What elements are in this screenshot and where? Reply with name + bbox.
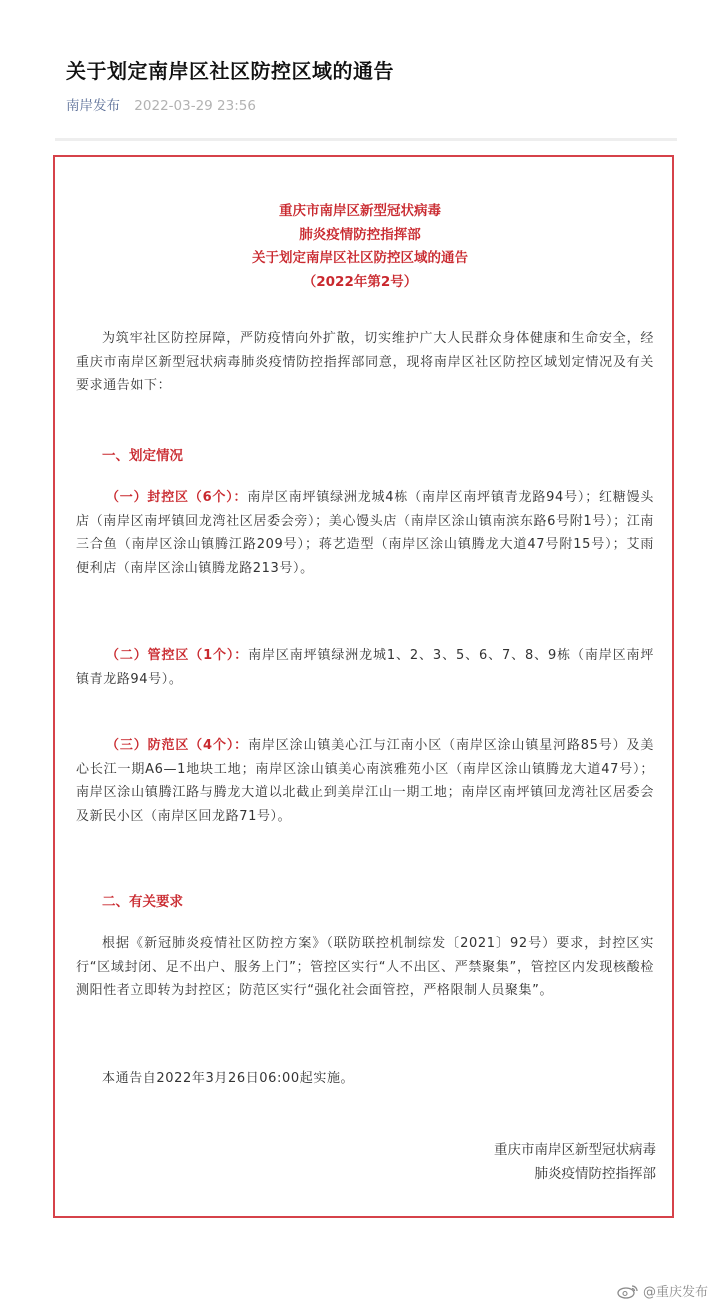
zone3-paragraph bbox=[76, 734, 654, 828]
article-meta bbox=[66, 94, 256, 114]
notice-header-line: 肺炎疫情防控指挥部 bbox=[299, 226, 421, 243]
watermark-text: @重庆发布 bbox=[642, 1285, 708, 1300]
requirements-paragraph: 根据《新冠肺炎疫情社区防控方案》（联防联控机制综发〔2021〕92号）要求，封控区实行“区域封闭、足不出户、服务上门”；管控区实行“人不出区、严禁聚集”，管控区内发现核酸检测阳性者立即转为封控区；防范区实行“强化社会面管控，严格限制人员聚集”。 bbox=[76, 936, 654, 998]
source-link[interactable]: 南岸发布 bbox=[66, 98, 120, 114]
effective-date: 本通告自2022年3月26日06:00起实施。 bbox=[102, 1071, 355, 1086]
article-title: 关于划定南岸区社区防控区域的通告 bbox=[66, 59, 394, 83]
publish-time: 2022-03-29 23:56 bbox=[134, 98, 256, 114]
signature bbox=[494, 1138, 656, 1186]
notice-number: （2022年第2号） bbox=[302, 273, 418, 290]
zone3-label: （三）防范区（4个）： bbox=[106, 738, 249, 753]
weibo-icon bbox=[617, 1283, 639, 1299]
notice-header-line: 关于划定南岸区社区防控区域的通告 bbox=[252, 250, 468, 266]
zone2-label: （二）管控区（1个）： bbox=[106, 648, 249, 663]
intro-paragraph: 为筑牢社区防控屏障，严防疫情向外扩散，切实维护广大人民群众身体健康和生命安全，经重庆市南岸区新型冠状病毒肺炎疫情防控指挥部同意，现将南岸区社区防控区域划定情况及有关要求通告如下： bbox=[76, 331, 654, 393]
signature-line: 重庆市南岸区新型冠状病毒 bbox=[494, 1142, 656, 1158]
zone1-paragraph bbox=[76, 486, 654, 580]
zone1-label: （一）封控区（6个）： bbox=[106, 490, 248, 505]
header-divider bbox=[55, 138, 677, 141]
zone2-text: 南岸区南坪镇绿洲龙城1、2、3、5、6、7、8、9栋（南岸区南坪镇青龙路94号）。 bbox=[76, 648, 654, 687]
signature-line: 肺炎疫情防控指挥部 bbox=[534, 1166, 656, 1182]
zone1-text: 南岸区南坪镇绿洲龙城4栋（南岸区南坪镇青龙路94号）；红糖馒头店（南岸区南坪镇回龙湾社区居委会旁）；美心馒头店（南岸区涂山镇南滨东路6号附1号）；江南三合鱼（南岸区涂山镇腾江路209号）；蒋艺造型（南岸区涂山镇腾龙大道47号附15号）；艾雨便利店（南岸区涂山镇腾龙路213号）。 bbox=[76, 490, 654, 576]
watermark bbox=[617, 1281, 708, 1300]
zone3-text: 南岸区涂山镇美心江与江南小区（南岸区涂山镇星河路85号）及美心长江一期A6—1地块工地；南岸区涂山镇美心南滨雅苑小区（南岸区涂山镇腾龙大道47号）；南岸区涂山镇腾江路与腾龙大道以北截止到美岸江山一期工地；南岸区南坪镇回龙湾社区居委会及新民小区（南岸区回龙路71号）。 bbox=[76, 738, 654, 824]
notice-header bbox=[0, 200, 720, 294]
section1-title: 一、划定情况 bbox=[102, 448, 183, 464]
zone2-paragraph bbox=[76, 644, 654, 691]
section2-title: 二、有关要求 bbox=[102, 894, 183, 910]
notice-header-line: 重庆市南岸区新型冠状病毒 bbox=[279, 203, 441, 219]
